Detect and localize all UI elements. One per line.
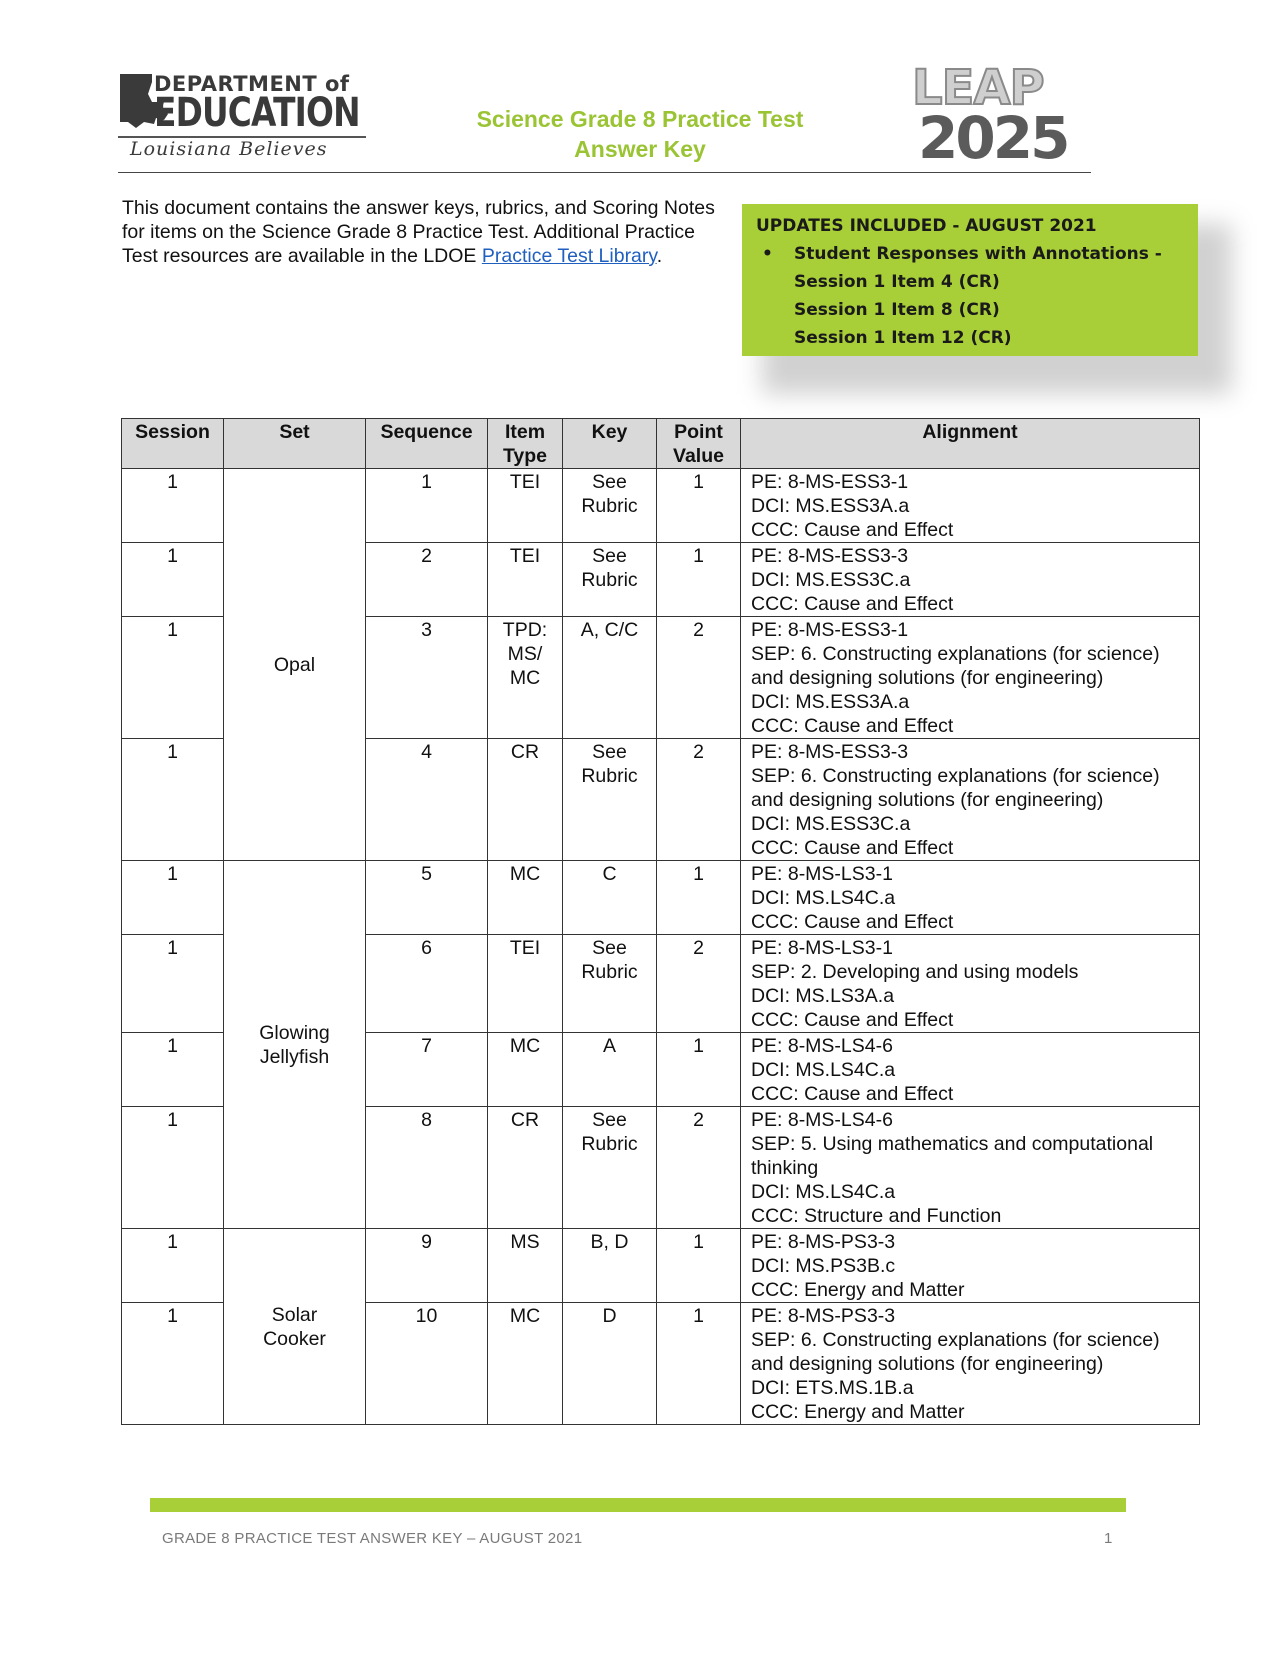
cell-line: SEP: 6. Constructing explanations (for science) [751, 643, 1160, 665]
point-value-cell: 1 [657, 1229, 741, 1303]
cell-line: Cooker [263, 1328, 326, 1350]
table-row [122, 469, 1200, 543]
cell-line: CCC: Structure and Function [751, 1205, 1002, 1227]
cell-line: CCC: Cause and Effect [751, 519, 954, 541]
cell-line: CR [510, 1109, 540, 1131]
page-number: 1 [1104, 1530, 1113, 1547]
session-cell: 1 [122, 861, 224, 935]
sequence-cell: 10 [366, 1303, 488, 1425]
alignment-cell [741, 935, 1200, 1033]
alignment-cell [741, 739, 1200, 861]
session-cell: 1 [122, 1229, 224, 1303]
session-cell: 1 [122, 469, 224, 543]
key-cell [563, 617, 657, 739]
updates-line: Session 1 Item 12 (CR) [794, 328, 1012, 348]
cell-line: DCI: ETS.MS.1B.a [751, 1377, 914, 1399]
point-value-cell: 1 [657, 1033, 741, 1107]
cell-line: DCI: MS.PS3B.c [751, 1255, 896, 1277]
cell-line: D [602, 1305, 617, 1327]
cell-line: thinking [751, 1157, 819, 1179]
cell-line: MC [509, 667, 541, 689]
cell-line: Solar [271, 1304, 318, 1326]
key-cell [563, 935, 657, 1033]
table-row [122, 861, 1200, 935]
bullet-icon: • [762, 244, 773, 264]
sequence-cell: 6 [366, 935, 488, 1033]
cell-line: CCC: Cause and Effect [751, 837, 954, 859]
session-cell: 1 [122, 617, 224, 739]
cell-line: TEI [509, 471, 541, 493]
col-header-session: Session [122, 419, 224, 469]
table-header-row [122, 419, 1200, 469]
cell-line: B, D [590, 1231, 629, 1253]
cell-line: and designing solutions (for engineering) [751, 1353, 1104, 1375]
cell-line: DCI: MS.ESS3A.a [751, 495, 910, 517]
cell-line: DCI: MS.LS4C.a [751, 1059, 896, 1081]
key-cell [563, 469, 657, 543]
item-type-cell [488, 1107, 563, 1229]
alignment-cell [741, 1303, 1200, 1425]
cell-line: PE: 8-MS-ESS3-1 [751, 471, 909, 493]
updates-line: Session 1 Item 4 (CR) [794, 272, 1000, 292]
item-type-cell [488, 617, 563, 739]
cell-line: TEI [509, 937, 541, 959]
cell-line: CCC: Cause and Effect [751, 593, 954, 615]
key-cell [563, 1229, 657, 1303]
updates-heading: UPDATES INCLUDED - AUGUST 2021 [756, 216, 1097, 236]
header-line: Value [673, 445, 724, 467]
title-line1: Science Grade 8 Practice Test [476, 106, 804, 132]
cell-line: PE: 8-MS-PS3-3 [751, 1305, 896, 1327]
header-line: Type [502, 445, 548, 467]
cell-line: See [592, 471, 627, 493]
cell-line: Jellyfish [259, 1046, 330, 1068]
cell-line: DCI: MS.ESS3A.a [751, 691, 910, 713]
cell-line: SEP: 5. Using mathematics and computational [751, 1133, 1154, 1155]
sequence-cell: 8 [366, 1107, 488, 1229]
point-value-cell: 1 [657, 469, 741, 543]
cell-line: PE: 8-MS-LS3-1 [751, 863, 893, 885]
sequence-cell: 1 [366, 469, 488, 543]
point-value-cell: 1 [657, 861, 741, 935]
cell-line: See [592, 545, 627, 567]
key-cell [563, 543, 657, 617]
alignment-cell [741, 469, 1200, 543]
cell-line: SEP: 6. Constructing explanations (for science) [751, 765, 1160, 787]
intro-text: This document contains the answer keys, rubrics, and Scoring Notes for items on the Science Grade 8 Practice Test. Additional Practice Test resources are available in the LDOE [122, 197, 715, 267]
alignment-cell [741, 1107, 1200, 1229]
header-line: Point [674, 421, 723, 443]
session-cell: 1 [122, 1303, 224, 1425]
key-cell [563, 1303, 657, 1425]
leap-2025-logo [912, 60, 1092, 172]
header-divider [118, 172, 1091, 173]
cell-line: DCI: MS.LS3A.a [751, 985, 895, 1007]
set-cell [224, 469, 366, 861]
key-cell [563, 861, 657, 935]
cell-line: MS/ [507, 643, 543, 665]
col-header-item-type [488, 419, 563, 469]
cell-line: Rubric [581, 495, 638, 517]
footer-text: GRADE 8 PRACTICE TEST ANSWER KEY – AUGUST 2021 [162, 1530, 583, 1547]
cell-line: CCC: Energy and Matter [751, 1401, 965, 1423]
leap-year: 2025 [918, 104, 1068, 172]
updates-box [742, 204, 1198, 356]
cell-line: DCI: MS.LS4C.a [751, 887, 896, 909]
cell-line: TPD: [502, 619, 548, 641]
cell-line: MC [509, 863, 541, 885]
cell-line: DCI: MS.ESS3C.a [751, 569, 911, 591]
cell-line: A, C/C [580, 619, 639, 641]
set-cell [224, 1229, 366, 1425]
header-line: Item [504, 421, 546, 443]
cell-line: See [592, 741, 627, 763]
cell-line: Glowing [259, 1022, 330, 1044]
col-header-point-value [657, 419, 741, 469]
cell-line: PE: 8-MS-ESS3-1 [751, 619, 909, 641]
point-value-cell: 2 [657, 739, 741, 861]
updates-line: Session 1 Item 8 (CR) [794, 300, 1000, 320]
set-cell [224, 861, 366, 1229]
sequence-cell: 4 [366, 739, 488, 861]
cell-line: Rubric [581, 765, 638, 787]
point-value-cell: 1 [657, 1303, 741, 1425]
alignment-cell [741, 861, 1200, 935]
sequence-cell: 3 [366, 617, 488, 739]
cell-line: and designing solutions (for engineering) [751, 789, 1104, 811]
col-header-set: Set [224, 419, 366, 469]
intro-paragraph [122, 196, 722, 268]
sequence-cell: 5 [366, 861, 488, 935]
cell-line: Rubric [581, 569, 638, 591]
cell-line: PE: 8-MS-LS4-6 [751, 1035, 893, 1057]
updates-line: Student Responses with Annotations - [794, 244, 1162, 264]
cell-line: See [592, 1109, 627, 1131]
cell-line: A [602, 1035, 616, 1057]
point-value-cell: 2 [657, 617, 741, 739]
cell-line: CCC: Cause and Effect [751, 1009, 954, 1031]
cell-line: MC [509, 1035, 541, 1057]
cell-line: PE: 8-MS-LS3-1 [751, 937, 893, 959]
session-cell: 1 [122, 1107, 224, 1229]
cell-line: DCI: MS.LS4C.a [751, 1181, 896, 1203]
item-type-cell [488, 935, 563, 1033]
item-type-cell [488, 1303, 563, 1425]
item-type-cell [488, 1033, 563, 1107]
cell-line: See [592, 937, 627, 959]
table-row [122, 1229, 1200, 1303]
title-line2: Answer Key [574, 136, 706, 162]
session-cell: 1 [122, 935, 224, 1033]
cell-line: DCI: MS.ESS3C.a [751, 813, 911, 835]
col-header-sequence: Sequence [366, 419, 488, 469]
answer-key-table [121, 418, 1200, 1425]
point-value-cell: 1 [657, 543, 741, 617]
leap-word: LEAP [912, 60, 1044, 116]
cell-line: CCC: Cause and Effect [751, 911, 954, 933]
cell-line: CCC: Energy and Matter [751, 1279, 965, 1301]
cell-line: CR [510, 741, 540, 763]
session-cell: 1 [122, 739, 224, 861]
cell-line: TEI [509, 545, 541, 567]
item-type-cell [488, 469, 563, 543]
cell-line: Rubric [581, 1133, 638, 1155]
point-value-cell: 2 [657, 1107, 741, 1229]
intro-end: . [656, 245, 663, 267]
item-type-cell [488, 739, 563, 861]
key-cell [563, 1107, 657, 1229]
session-cell: 1 [122, 543, 224, 617]
alignment-cell [741, 1033, 1200, 1107]
sequence-cell: 7 [366, 1033, 488, 1107]
cell-line: SEP: 6. Constructing explanations (for science) [751, 1329, 1160, 1351]
cell-line: Rubric [581, 961, 638, 983]
table-body [122, 469, 1200, 1425]
point-value-cell: 2 [657, 935, 741, 1033]
sequence-cell: 9 [366, 1229, 488, 1303]
cell-line: SEP: 2. Developing and using models [751, 961, 1079, 983]
logo-line2: EDUCATION [154, 90, 360, 136]
cell-line: C [602, 863, 617, 885]
doe-logo [118, 70, 368, 162]
cell-line: CCC: Cause and Effect [751, 1083, 954, 1105]
item-type-cell [488, 861, 563, 935]
practice-test-library-link[interactable]: Practice Test Library [481, 245, 657, 267]
alignment-cell [741, 617, 1200, 739]
cell-line: PE: 8-MS-PS3-3 [751, 1231, 896, 1253]
document-title [430, 104, 850, 164]
logo-motto: Louisiana Believes [130, 138, 328, 160]
cell-line: CCC: Cause and Effect [751, 715, 954, 737]
cell-line: PE: 8-MS-ESS3-3 [751, 741, 909, 763]
logo-line1: DEPARTMENT of [154, 72, 350, 96]
alignment-cell [741, 1229, 1200, 1303]
item-type-cell [488, 543, 563, 617]
key-cell [563, 1033, 657, 1107]
col-header-key: Key [563, 419, 657, 469]
sequence-cell: 2 [366, 543, 488, 617]
col-header-alignment: Alignment [741, 419, 1200, 469]
session-cell: 1 [122, 1033, 224, 1107]
cell-line: Opal [273, 654, 316, 676]
footer-accent-bar [150, 1498, 1126, 1512]
alignment-cell [741, 543, 1200, 617]
cell-line: PE: 8-MS-LS4-6 [751, 1109, 893, 1131]
item-type-cell [488, 1229, 563, 1303]
cell-line: MC [509, 1305, 541, 1327]
cell-line: MS [510, 1231, 540, 1253]
cell-line: and designing solutions (for engineering) [751, 667, 1104, 689]
key-cell [563, 739, 657, 861]
cell-line: PE: 8-MS-ESS3-3 [751, 545, 909, 567]
